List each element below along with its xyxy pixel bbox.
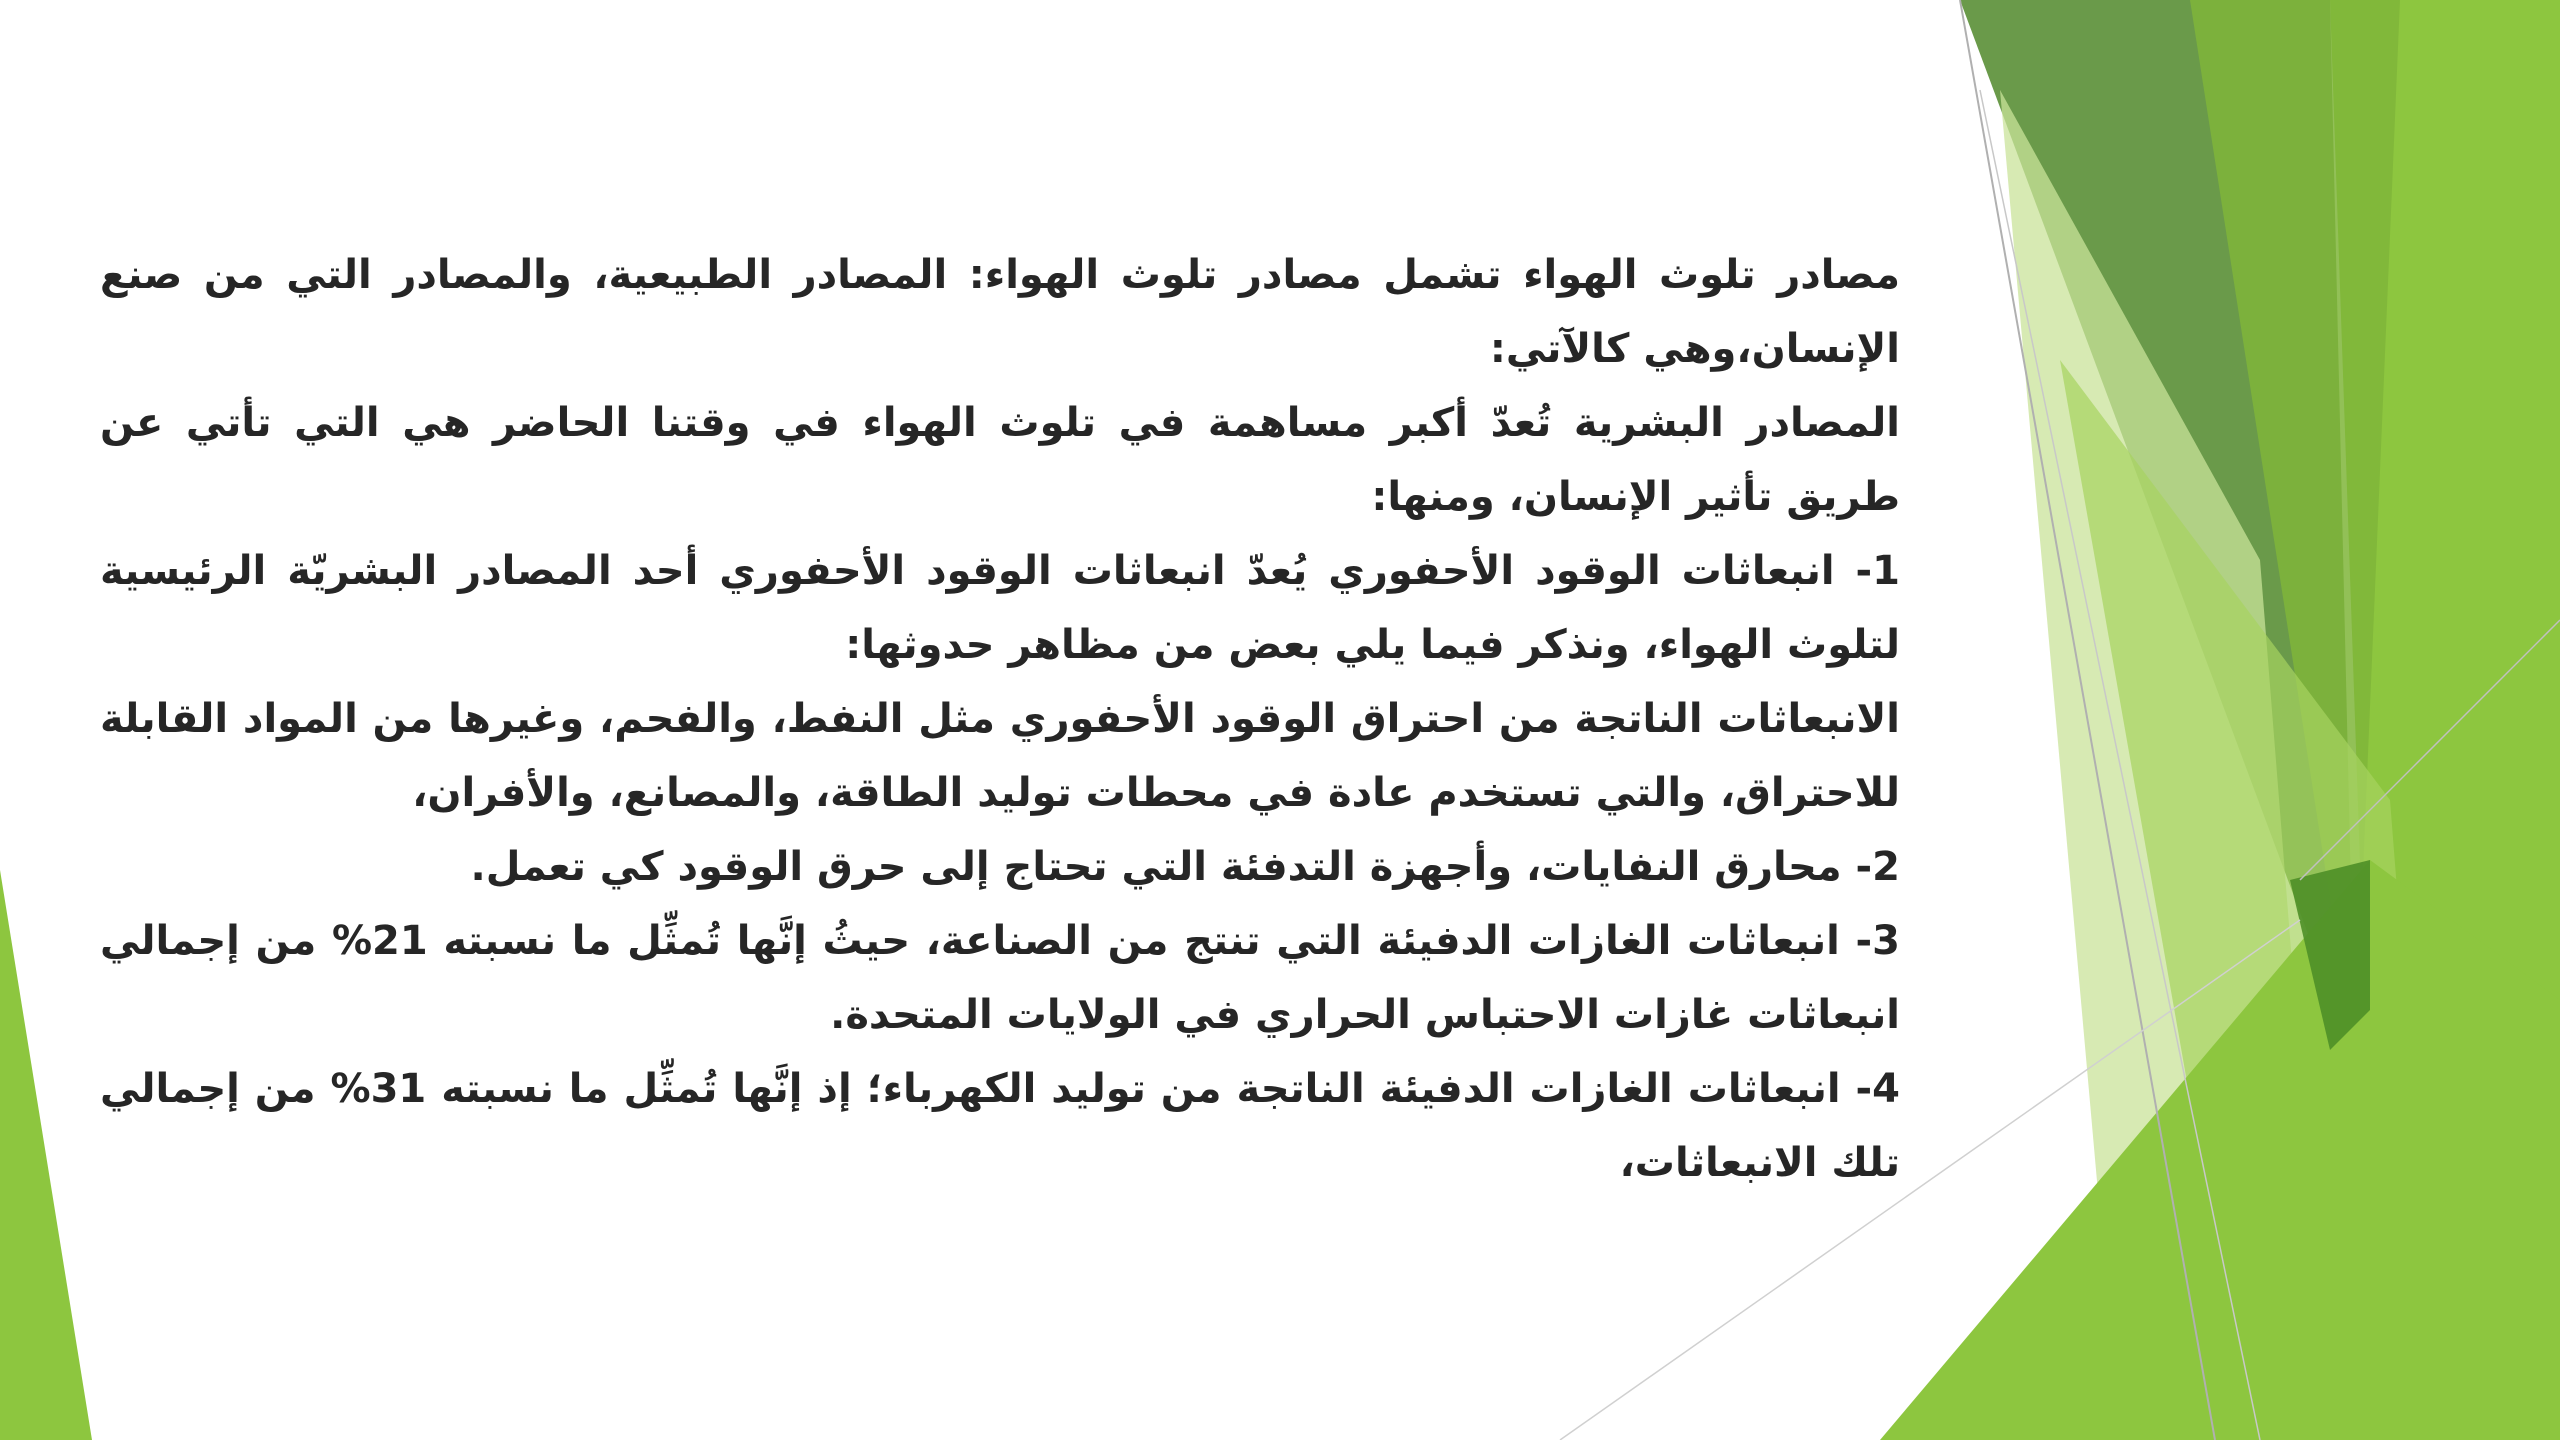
paragraph-item-1: 1- انبعاثات الوقود الأحفوري يُعدّ انبعاثات الوقود الأحفوري أحد المصادر البشريّة الرئيسية لتلوث الهواء، ونذكر فيما يلي بعض من مظاهر حدوثها: xyxy=(100,548,1900,668)
paragraph-item-4: 4- انبعاثات الغازات الدفيئة الناتجة من توليد الكهرباء؛ إذ إنَّها تُمثِّل ما نسبته 31% من إجمالي تلك الانبعاثات، xyxy=(100,1066,1900,1186)
paragraph-combustion: الانبعاثات الناتجة من احتراق الوقود الأحفوري مثل النفط، والفحم، وغيرها من المواد القابلة للاحتراق، والتي تستخدم عادة في محطات توليد الطاقة، والمصانع، والأفران، xyxy=(100,696,1900,816)
paragraph-intro: مصادر تلوث الهواء تشمل مصادر تلوث الهواء: المصادر الطبيعية، والمصادر التي من صنع الإنسان،وهي كالآتي: xyxy=(100,252,1900,372)
facet-left xyxy=(0,870,92,1440)
paragraph-item-3: 3- انبعاثات الغازات الدفيئة التي تنتج من الصناعة، حيثُ إنَّها تُمثِّل ما نسبته 21% من إجمالي انبعاثات غازات الاحتباس الحراري في الولايات المتحدة. xyxy=(100,918,1900,1038)
paragraph-item-2: 2- محارق النفايات، وأجهزة التدفئة التي تحتاج إلى حرق الوقود كي تعمل. xyxy=(470,844,1900,890)
paragraph-human-sources: المصادر البشرية تُعدّ أكبر مساهمة في تلوث الهواء في وقتنا الحاضر هي التي تأتي عن طريق تأثير الإنسان، ومنها: xyxy=(100,400,1900,520)
slide-body-text xyxy=(100,238,1900,1200)
